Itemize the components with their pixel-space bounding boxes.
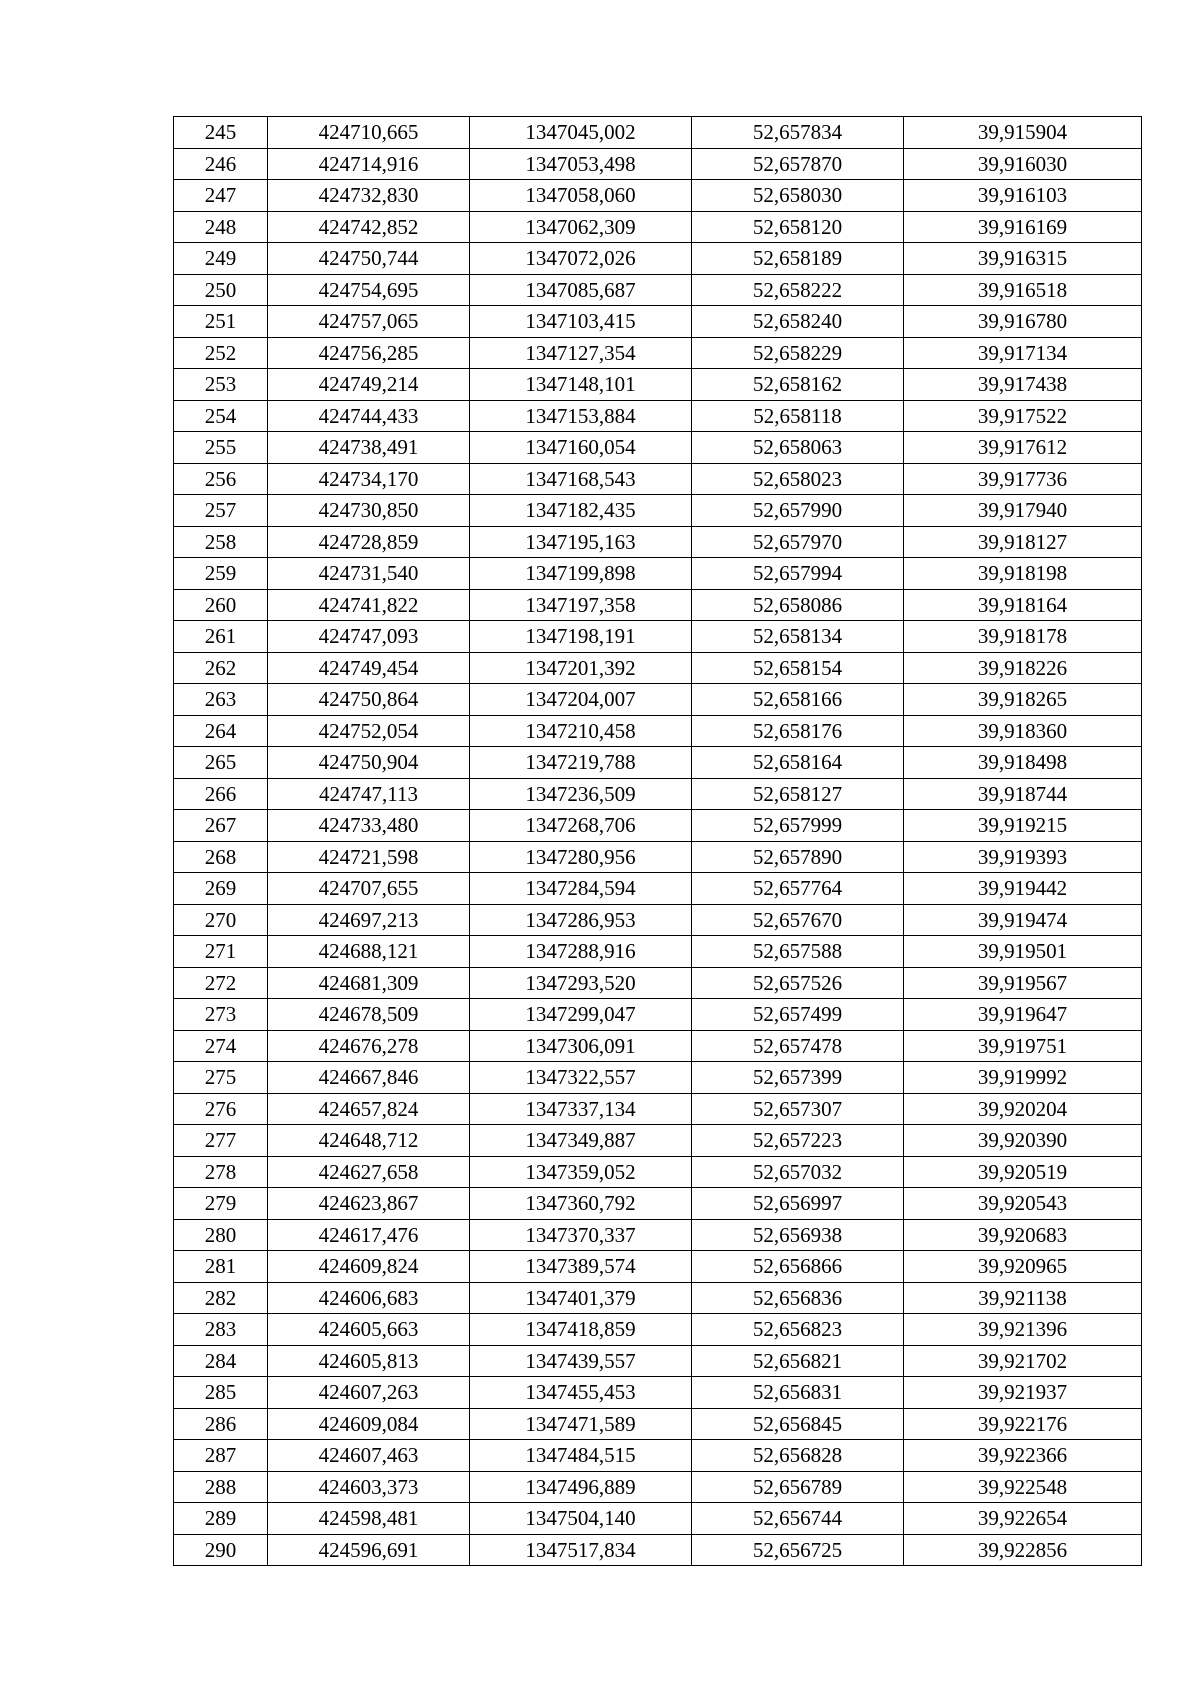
- x-coordinate-cell: 424603,373: [268, 1471, 470, 1503]
- latitude-cell: 52,657999: [692, 810, 904, 842]
- point-number-cell: 265: [174, 747, 268, 779]
- point-number-cell: 286: [174, 1408, 268, 1440]
- x-coordinate-cell: 424749,214: [268, 369, 470, 401]
- longitude-cell: 39,917940: [904, 495, 1142, 527]
- y-coordinate-cell: 1347360,792: [470, 1188, 692, 1220]
- x-coordinate-cell: 424732,830: [268, 180, 470, 212]
- latitude-cell: 52,658176: [692, 715, 904, 747]
- y-coordinate-cell: 1347359,052: [470, 1156, 692, 1188]
- x-coordinate-cell: 424749,454: [268, 652, 470, 684]
- latitude-cell: 52,657399: [692, 1062, 904, 1094]
- y-coordinate-cell: 1347168,543: [470, 463, 692, 495]
- latitude-cell: 52,656821: [692, 1345, 904, 1377]
- latitude-cell: 52,658229: [692, 337, 904, 369]
- latitude-cell: 52,658162: [692, 369, 904, 401]
- y-coordinate-cell: 1347160,054: [470, 432, 692, 464]
- y-coordinate-cell: 1347504,140: [470, 1503, 692, 1535]
- latitude-cell: 52,657478: [692, 1030, 904, 1062]
- latitude-cell: 52,656831: [692, 1377, 904, 1409]
- y-coordinate-cell: 1347471,589: [470, 1408, 692, 1440]
- y-coordinate-cell: 1347127,354: [470, 337, 692, 369]
- table-row: [174, 621, 1142, 653]
- latitude-cell: 52,657032: [692, 1156, 904, 1188]
- point-number-cell: 254: [174, 400, 268, 432]
- longitude-cell: 39,919751: [904, 1030, 1142, 1062]
- latitude-cell: 52,656744: [692, 1503, 904, 1535]
- y-coordinate-cell: 1347517,834: [470, 1534, 692, 1566]
- table-row: [174, 1408, 1142, 1440]
- y-coordinate-cell: 1347268,706: [470, 810, 692, 842]
- point-number-cell: 264: [174, 715, 268, 747]
- table-row: [174, 1440, 1142, 1472]
- latitude-cell: 52,658222: [692, 274, 904, 306]
- longitude-cell: 39,916315: [904, 243, 1142, 275]
- y-coordinate-cell: 1347349,887: [470, 1125, 692, 1157]
- table-row: [174, 589, 1142, 621]
- table-row: [174, 400, 1142, 432]
- longitude-cell: 39,920683: [904, 1219, 1142, 1251]
- y-coordinate-cell: 1347284,594: [470, 873, 692, 905]
- longitude-cell: 39,919474: [904, 904, 1142, 936]
- x-coordinate-cell: 424623,867: [268, 1188, 470, 1220]
- table-row: [174, 810, 1142, 842]
- y-coordinate-cell: 1347062,309: [470, 211, 692, 243]
- x-coordinate-cell: 424681,309: [268, 967, 470, 999]
- longitude-cell: 39,919567: [904, 967, 1142, 999]
- x-coordinate-cell: 424598,481: [268, 1503, 470, 1535]
- y-coordinate-cell: 1347201,392: [470, 652, 692, 684]
- point-number-cell: 251: [174, 306, 268, 338]
- x-coordinate-cell: 424728,859: [268, 526, 470, 558]
- y-coordinate-cell: 1347195,163: [470, 526, 692, 558]
- y-coordinate-cell: 1347286,953: [470, 904, 692, 936]
- longitude-cell: 39,916030: [904, 148, 1142, 180]
- table-row: [174, 148, 1142, 180]
- point-number-cell: 257: [174, 495, 268, 527]
- latitude-cell: 52,656938: [692, 1219, 904, 1251]
- longitude-cell: 39,916518: [904, 274, 1142, 306]
- latitude-cell: 52,657670: [692, 904, 904, 936]
- point-number-cell: 260: [174, 589, 268, 621]
- latitude-cell: 52,657994: [692, 558, 904, 590]
- latitude-cell: 52,657970: [692, 526, 904, 558]
- x-coordinate-cell: 424747,113: [268, 778, 470, 810]
- table-row: [174, 1471, 1142, 1503]
- point-number-cell: 266: [174, 778, 268, 810]
- point-number-cell: 273: [174, 999, 268, 1031]
- point-number-cell: 247: [174, 180, 268, 212]
- x-coordinate-cell: 424606,683: [268, 1282, 470, 1314]
- y-coordinate-cell: 1347322,557: [470, 1062, 692, 1094]
- longitude-cell: 39,920390: [904, 1125, 1142, 1157]
- longitude-cell: 39,919215: [904, 810, 1142, 842]
- x-coordinate-cell: 424605,813: [268, 1345, 470, 1377]
- point-number-cell: 275: [174, 1062, 268, 1094]
- table-row: [174, 243, 1142, 275]
- table-row: [174, 337, 1142, 369]
- longitude-cell: 39,921396: [904, 1314, 1142, 1346]
- table-row: [174, 558, 1142, 590]
- point-number-cell: 249: [174, 243, 268, 275]
- latitude-cell: 52,658127: [692, 778, 904, 810]
- x-coordinate-cell: 424710,665: [268, 117, 470, 149]
- table-row: [174, 652, 1142, 684]
- longitude-cell: 39,922366: [904, 1440, 1142, 1472]
- table-row: [174, 936, 1142, 968]
- y-coordinate-cell: 1347484,515: [470, 1440, 692, 1472]
- x-coordinate-cell: 424607,263: [268, 1377, 470, 1409]
- y-coordinate-cell: 1347236,509: [470, 778, 692, 810]
- latitude-cell: 52,656823: [692, 1314, 904, 1346]
- table-row: [174, 904, 1142, 936]
- point-number-cell: 285: [174, 1377, 268, 1409]
- table-row: [174, 495, 1142, 527]
- longitude-cell: 39,920965: [904, 1251, 1142, 1283]
- y-coordinate-cell: 1347199,898: [470, 558, 692, 590]
- longitude-cell: 39,917612: [904, 432, 1142, 464]
- longitude-cell: 39,917438: [904, 369, 1142, 401]
- y-coordinate-cell: 1347204,007: [470, 684, 692, 716]
- y-coordinate-cell: 1347455,453: [470, 1377, 692, 1409]
- x-coordinate-cell: 424676,278: [268, 1030, 470, 1062]
- longitude-cell: 39,922856: [904, 1534, 1142, 1566]
- y-coordinate-cell: 1347418,859: [470, 1314, 692, 1346]
- latitude-cell: 52,657526: [692, 967, 904, 999]
- latitude-cell: 52,656845: [692, 1408, 904, 1440]
- latitude-cell: 52,658134: [692, 621, 904, 653]
- point-number-cell: 281: [174, 1251, 268, 1283]
- y-coordinate-cell: 1347496,889: [470, 1471, 692, 1503]
- table-row: [174, 715, 1142, 747]
- y-coordinate-cell: 1347389,574: [470, 1251, 692, 1283]
- latitude-cell: 52,657890: [692, 841, 904, 873]
- table-row: [174, 684, 1142, 716]
- x-coordinate-cell: 424756,285: [268, 337, 470, 369]
- latitude-cell: 52,657764: [692, 873, 904, 905]
- point-number-cell: 277: [174, 1125, 268, 1157]
- x-coordinate-cell: 424627,658: [268, 1156, 470, 1188]
- y-coordinate-cell: 1347197,358: [470, 589, 692, 621]
- x-coordinate-cell: 424747,093: [268, 621, 470, 653]
- longitude-cell: 39,919647: [904, 999, 1142, 1031]
- longitude-cell: 39,919501: [904, 936, 1142, 968]
- y-coordinate-cell: 1347058,060: [470, 180, 692, 212]
- longitude-cell: 39,918226: [904, 652, 1142, 684]
- longitude-cell: 39,919442: [904, 873, 1142, 905]
- y-coordinate-cell: 1347288,916: [470, 936, 692, 968]
- x-coordinate-cell: 424752,054: [268, 715, 470, 747]
- longitude-cell: 39,917134: [904, 337, 1142, 369]
- latitude-cell: 52,658063: [692, 432, 904, 464]
- table-row: [174, 117, 1142, 149]
- point-number-cell: 284: [174, 1345, 268, 1377]
- y-coordinate-cell: 1347439,557: [470, 1345, 692, 1377]
- x-coordinate-cell: 424657,824: [268, 1093, 470, 1125]
- x-coordinate-cell: 424667,846: [268, 1062, 470, 1094]
- longitude-cell: 39,918164: [904, 589, 1142, 621]
- longitude-cell: 39,920543: [904, 1188, 1142, 1220]
- x-coordinate-cell: 424721,598: [268, 841, 470, 873]
- longitude-cell: 39,918198: [904, 558, 1142, 590]
- point-number-cell: 256: [174, 463, 268, 495]
- point-number-cell: 289: [174, 1503, 268, 1535]
- y-coordinate-cell: 1347045,002: [470, 117, 692, 149]
- latitude-cell: 52,657223: [692, 1125, 904, 1157]
- point-number-cell: 283: [174, 1314, 268, 1346]
- x-coordinate-cell: 424734,170: [268, 463, 470, 495]
- longitude-cell: 39,916780: [904, 306, 1142, 338]
- point-number-cell: 274: [174, 1030, 268, 1062]
- point-number-cell: 262: [174, 652, 268, 684]
- latitude-cell: 52,658030: [692, 180, 904, 212]
- table-row: [174, 1188, 1142, 1220]
- x-coordinate-cell: 424744,433: [268, 400, 470, 432]
- table-row: [174, 1251, 1142, 1283]
- y-coordinate-cell: 1347103,415: [470, 306, 692, 338]
- x-coordinate-cell: 424730,850: [268, 495, 470, 527]
- point-number-cell: 267: [174, 810, 268, 842]
- x-coordinate-cell: 424678,509: [268, 999, 470, 1031]
- latitude-cell: 52,656997: [692, 1188, 904, 1220]
- table-row: [174, 432, 1142, 464]
- longitude-cell: 39,918265: [904, 684, 1142, 716]
- y-coordinate-cell: 1347401,379: [470, 1282, 692, 1314]
- table-row: [174, 274, 1142, 306]
- latitude-cell: 52,658023: [692, 463, 904, 495]
- x-coordinate-cell: 424596,691: [268, 1534, 470, 1566]
- x-coordinate-cell: 424609,824: [268, 1251, 470, 1283]
- table-row: [174, 1156, 1142, 1188]
- table-row: [174, 1314, 1142, 1346]
- point-number-cell: 271: [174, 936, 268, 968]
- longitude-cell: 39,918498: [904, 747, 1142, 779]
- latitude-cell: 52,658240: [692, 306, 904, 338]
- y-coordinate-cell: 1347210,458: [470, 715, 692, 747]
- table-row: [174, 369, 1142, 401]
- x-coordinate-cell: 424742,852: [268, 211, 470, 243]
- x-coordinate-cell: 424741,822: [268, 589, 470, 621]
- longitude-cell: 39,922654: [904, 1503, 1142, 1535]
- point-number-cell: 263: [174, 684, 268, 716]
- y-coordinate-cell: 1347198,191: [470, 621, 692, 653]
- table-row: [174, 1282, 1142, 1314]
- x-coordinate-cell: 424609,084: [268, 1408, 470, 1440]
- table-row: [174, 306, 1142, 338]
- x-coordinate-cell: 424750,904: [268, 747, 470, 779]
- y-coordinate-cell: 1347219,788: [470, 747, 692, 779]
- x-coordinate-cell: 424617,476: [268, 1219, 470, 1251]
- table-row: [174, 1503, 1142, 1535]
- latitude-cell: 52,657499: [692, 999, 904, 1031]
- table-row: [174, 180, 1142, 212]
- x-coordinate-cell: 424605,663: [268, 1314, 470, 1346]
- x-coordinate-cell: 424607,463: [268, 1440, 470, 1472]
- table-row: [174, 967, 1142, 999]
- point-number-cell: 272: [174, 967, 268, 999]
- longitude-cell: 39,915904: [904, 117, 1142, 149]
- point-number-cell: 282: [174, 1282, 268, 1314]
- longitude-cell: 39,919992: [904, 1062, 1142, 1094]
- y-coordinate-cell: 1347072,026: [470, 243, 692, 275]
- latitude-cell: 52,657588: [692, 936, 904, 968]
- y-coordinate-cell: 1347299,047: [470, 999, 692, 1031]
- x-coordinate-cell: 424697,213: [268, 904, 470, 936]
- longitude-cell: 39,918360: [904, 715, 1142, 747]
- x-coordinate-cell: 424733,480: [268, 810, 470, 842]
- y-coordinate-cell: 1347280,956: [470, 841, 692, 873]
- y-coordinate-cell: 1347053,498: [470, 148, 692, 180]
- x-coordinate-cell: 424750,864: [268, 684, 470, 716]
- longitude-cell: 39,917736: [904, 463, 1142, 495]
- longitude-cell: 39,922548: [904, 1471, 1142, 1503]
- latitude-cell: 52,657834: [692, 117, 904, 149]
- latitude-cell: 52,656866: [692, 1251, 904, 1283]
- point-number-cell: 287: [174, 1440, 268, 1472]
- latitude-cell: 52,658164: [692, 747, 904, 779]
- point-number-cell: 248: [174, 211, 268, 243]
- table-row: [174, 1534, 1142, 1566]
- point-number-cell: 258: [174, 526, 268, 558]
- x-coordinate-cell: 424754,695: [268, 274, 470, 306]
- table-row: [174, 778, 1142, 810]
- table-row: [174, 747, 1142, 779]
- table-row: [174, 526, 1142, 558]
- longitude-cell: 39,916103: [904, 180, 1142, 212]
- point-number-cell: 246: [174, 148, 268, 180]
- point-number-cell: 250: [174, 274, 268, 306]
- table-row: [174, 1219, 1142, 1251]
- longitude-cell: 39,918127: [904, 526, 1142, 558]
- latitude-cell: 52,657307: [692, 1093, 904, 1125]
- table-row: [174, 1125, 1142, 1157]
- latitude-cell: 52,658189: [692, 243, 904, 275]
- point-number-cell: 279: [174, 1188, 268, 1220]
- x-coordinate-cell: 424648,712: [268, 1125, 470, 1157]
- point-number-cell: 269: [174, 873, 268, 905]
- longitude-cell: 39,920204: [904, 1093, 1142, 1125]
- y-coordinate-cell: 1347337,134: [470, 1093, 692, 1125]
- x-coordinate-cell: 424731,540: [268, 558, 470, 590]
- point-number-cell: 278: [174, 1156, 268, 1188]
- y-coordinate-cell: 1347148,101: [470, 369, 692, 401]
- y-coordinate-cell: 1347182,435: [470, 495, 692, 527]
- y-coordinate-cell: 1347085,687: [470, 274, 692, 306]
- latitude-cell: 52,656725: [692, 1534, 904, 1566]
- point-number-cell: 252: [174, 337, 268, 369]
- coordinates-table: [173, 116, 1142, 1566]
- point-number-cell: 253: [174, 369, 268, 401]
- latitude-cell: 52,656789: [692, 1471, 904, 1503]
- latitude-cell: 52,657990: [692, 495, 904, 527]
- point-number-cell: 280: [174, 1219, 268, 1251]
- latitude-cell: 52,658166: [692, 684, 904, 716]
- table-row: [174, 1093, 1142, 1125]
- x-coordinate-cell: 424714,916: [268, 148, 470, 180]
- x-coordinate-cell: 424688,121: [268, 936, 470, 968]
- latitude-cell: 52,656836: [692, 1282, 904, 1314]
- table-row: [174, 1030, 1142, 1062]
- table-row: [174, 999, 1142, 1031]
- latitude-cell: 52,658154: [692, 652, 904, 684]
- longitude-cell: 39,920519: [904, 1156, 1142, 1188]
- table-row: [174, 1377, 1142, 1409]
- table-row: [174, 463, 1142, 495]
- coordinates-table-body: [174, 117, 1142, 1566]
- table-row: [174, 211, 1142, 243]
- longitude-cell: 39,917522: [904, 400, 1142, 432]
- y-coordinate-cell: 1347293,520: [470, 967, 692, 999]
- point-number-cell: 268: [174, 841, 268, 873]
- x-coordinate-cell: 424738,491: [268, 432, 470, 464]
- longitude-cell: 39,921702: [904, 1345, 1142, 1377]
- point-number-cell: 270: [174, 904, 268, 936]
- point-number-cell: 245: [174, 117, 268, 149]
- x-coordinate-cell: 424707,655: [268, 873, 470, 905]
- longitude-cell: 39,918178: [904, 621, 1142, 653]
- table-row: [174, 873, 1142, 905]
- point-number-cell: 290: [174, 1534, 268, 1566]
- point-number-cell: 259: [174, 558, 268, 590]
- table-row: [174, 1345, 1142, 1377]
- longitude-cell: 39,921138: [904, 1282, 1142, 1314]
- latitude-cell: 52,656828: [692, 1440, 904, 1472]
- y-coordinate-cell: 1347306,091: [470, 1030, 692, 1062]
- latitude-cell: 52,658120: [692, 211, 904, 243]
- x-coordinate-cell: 424757,065: [268, 306, 470, 338]
- longitude-cell: 39,916169: [904, 211, 1142, 243]
- longitude-cell: 39,921937: [904, 1377, 1142, 1409]
- table-row: [174, 1062, 1142, 1094]
- point-number-cell: 288: [174, 1471, 268, 1503]
- longitude-cell: 39,918744: [904, 778, 1142, 810]
- point-number-cell: 261: [174, 621, 268, 653]
- latitude-cell: 52,658086: [692, 589, 904, 621]
- y-coordinate-cell: 1347153,884: [470, 400, 692, 432]
- latitude-cell: 52,658118: [692, 400, 904, 432]
- longitude-cell: 39,922176: [904, 1408, 1142, 1440]
- latitude-cell: 52,657870: [692, 148, 904, 180]
- longitude-cell: 39,919393: [904, 841, 1142, 873]
- x-coordinate-cell: 424750,744: [268, 243, 470, 275]
- y-coordinate-cell: 1347370,337: [470, 1219, 692, 1251]
- point-number-cell: 255: [174, 432, 268, 464]
- table-row: [174, 841, 1142, 873]
- point-number-cell: 276: [174, 1093, 268, 1125]
